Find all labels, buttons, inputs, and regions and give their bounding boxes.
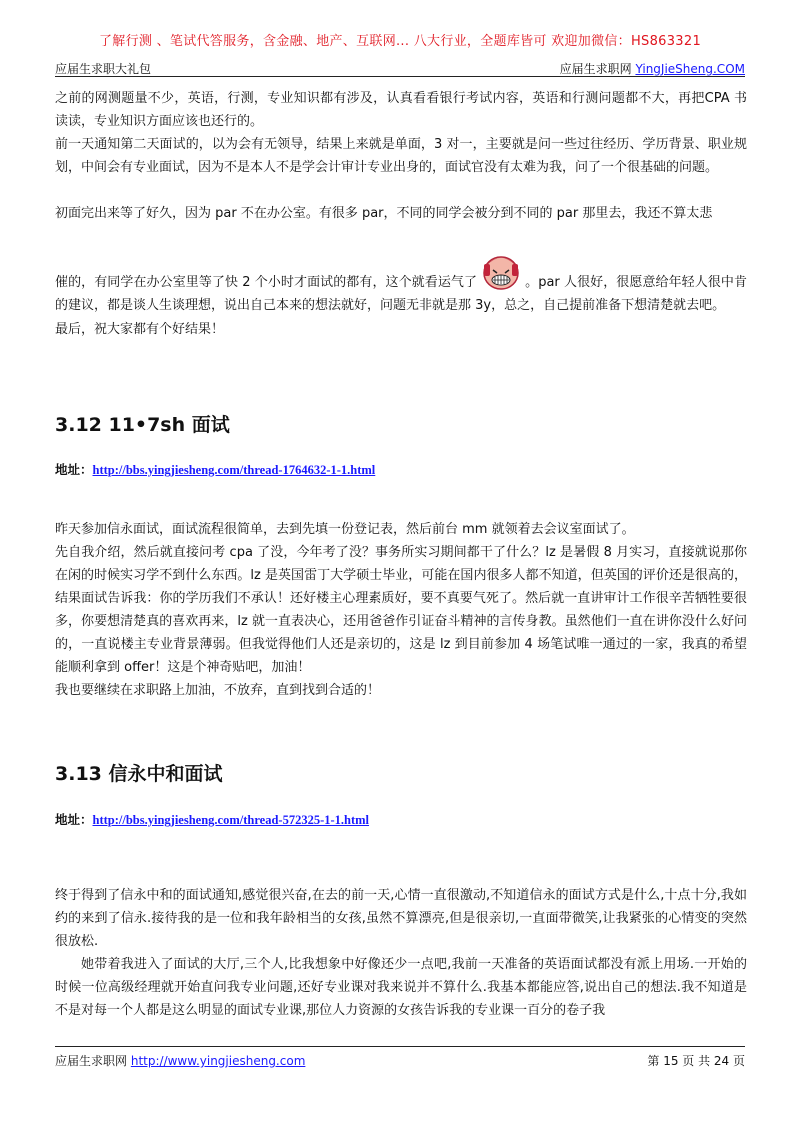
s312-paragraph-3: 我也要继续在求职路上加油，不放弃，直到找到合适的！ — [55, 683, 381, 698]
address-3-12 — [55, 460, 375, 478]
footer-site — [55, 1052, 305, 1069]
section-heading-3-13: 3.13 信永中和面试 — [55, 763, 223, 785]
footer-divider — [55, 1046, 745, 1047]
s312-paragraph-1: 昨天参加信永面试，面试流程很简单，去到先填一份登记表，然后前台 mm 就领着去会议室面试了。 — [55, 522, 635, 537]
prev-paragraph-3-text-a: 催的，有同学在办公室里等了快 2 个小时才面试的都有，这个就看运气了 — [55, 275, 478, 290]
footer-site-name: 应届生求职网 — [55, 1054, 128, 1068]
address-link-3-12[interactable]: http://bbs.yingjiesheng.com/thread-1764632-1-1.html — [92, 463, 376, 477]
address-link-3-13[interactable]: http://bbs.yingjiesheng.com/thread-572325-1-1.html — [92, 813, 370, 827]
prev-paragraph-1: 之前的网测题量不少，英语，行测，专业知识都有涉及，认真看看银行考试内容，英语和行测问题都不大，再把CPA 书读读，专业知识方面应该也还行的。 — [55, 91, 747, 129]
promo-banner: 了解行测 、笔试代答服务，含金融、地产、互联网... 八大行业，全题库皆可 欢迎加微信：HS863321 — [98, 34, 702, 49]
prev-paragraph-3 — [55, 252, 747, 317]
prev-paragraph-2: 前一天通知第二天面试的，以为会有无领导，结果上来就是单面，3 对一，主要就是问一些过往经历、学历背景、职业规划，中间会有专业面试，因为不是本人不是学会计审计专业出身的，面试官没有太难为我，问了一个很基础的问题。 — [55, 137, 747, 175]
prev-paragraph-4: 最后，祝大家都有个好结果！ — [55, 322, 225, 337]
prev-paragraph-3-text-b: 。par 人很好，很愿意给年轻人很中肯的建议，都是谈人生谈理想，说出自己本来的想法就好，问题无非就是那 3y，总之，自己提前准备下想清楚就去吧。 — [55, 275, 747, 313]
address-label: 地址： — [55, 813, 93, 827]
prev-paragraph-3-line1: 初面完出来等了好久，因为 par 不在办公室。有很多 par，不同的同学会被分到不同的 par 那里去，我还不算太悲 — [55, 206, 713, 221]
footer-site-link[interactable]: http://www.yingjiesheng.com — [130, 1054, 306, 1068]
page-number: 第 15 页 共 24 页 — [647, 1054, 745, 1068]
s313-paragraph-1: 终于得到了信永中和的面试通知,感觉很兴奋,在去的前一天,心情一直很激动,不知道信永的面试方式是什么,十点十分,我如约的来到了信永.接待我的是一位和我年龄相当的女孩,虽然不算漂亮,但是很亲切,一直面带微笑,让我紧张的心情变的突然很放松. — [55, 888, 747, 949]
header-title: 应届生求职大礼包 — [55, 62, 152, 76]
crying-face-icon — [480, 252, 522, 292]
s312-paragraph-2: 先自我介绍，然后就直接问考 cpa 了没，今年考了没？事务所实习期间都干了什么？lz 是暑假 8 月实习，直接就说那你在闲的时候实习学不到什么东西。lz 是英国雷丁大学硕士毕业，可能在国内很多人都不知道，但英国的评价还是很高的，结果面试告诉我：你的学历我们不承认！还好楼主心理素质好，要不真要气死了。然后就一直讲审计工作很辛苦牺牲要很多，你要想清楚真的喜欢再来，lz 就一直表决心，还用爸爸作引证奋斗精神的言传身教。虽然他们一直在讲你没什么好问的，一直说楼主专业背景薄弱。但我觉得他们人还是亲切的，这是 lz 到目前参加 4 场笔试唯一通过的一家，我真的希望能顺利拿到 offer！这是个神奇贴吧，加油！ — [55, 545, 747, 675]
address-label: 地址： — [55, 463, 93, 477]
section-heading-3-12: 3.12 11•7sh 面试 — [55, 414, 230, 436]
header-site — [560, 60, 745, 77]
s313-paragraph-2: 她带着我进入了面试的大厅,三个人,比我想象中好像还少一点吧,我前一天准备的英语面试都没有派上用场.一开始的时候一位高级经理就开始直问我专业问题,还好专业课对我来说并不算什么.我基本都能应答,说出自己的想法.我不知道是不是对每一个人都是这么明显的面试专业课,那位人力资源的女孩告诉我的专业课一百分的卷子我 — [55, 957, 747, 1018]
address-3-13 — [55, 810, 369, 828]
header-site-name: 应届生求职网 — [559, 62, 632, 76]
header-site-link[interactable]: YingJieSheng.COM — [635, 62, 745, 76]
header-divider — [55, 76, 745, 77]
